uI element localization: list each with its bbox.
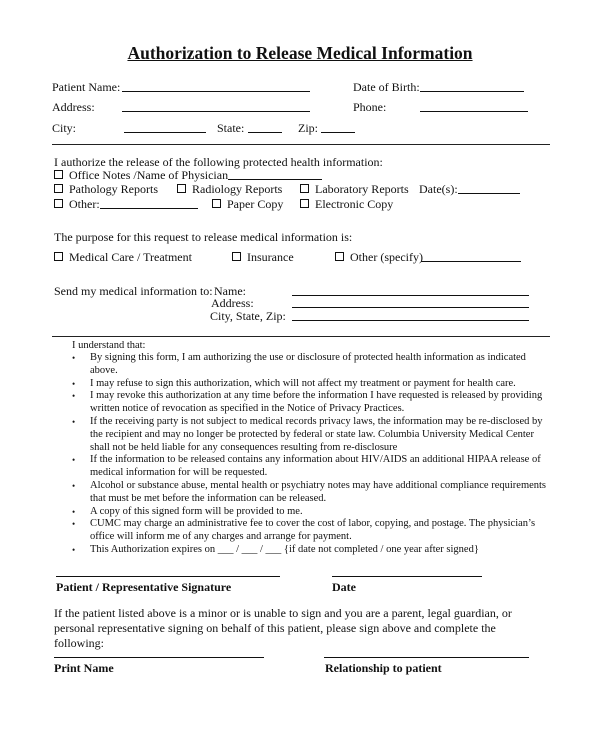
understand-list bbox=[72, 352, 552, 557]
other-label: Other: bbox=[69, 197, 100, 211]
checkbox[interactable] bbox=[212, 199, 221, 208]
list-item: • By signing this form, I am authorizing the use or disclosure of protected health information as indicated above. bbox=[72, 352, 526, 376]
relationship-label: Relationship to patient bbox=[325, 661, 442, 675]
purpose-other-field[interactable] bbox=[421, 261, 521, 262]
laboratory-option[interactable] bbox=[300, 182, 409, 196]
print-name-label: Print Name bbox=[54, 661, 114, 675]
send-intro: Send my medical information to: bbox=[54, 284, 213, 298]
section-divider bbox=[52, 144, 550, 145]
checkbox[interactable] bbox=[177, 184, 186, 193]
list-item: • I may revoke this authorization at any time before the information I have requested is released by providing written notice of revocation as specified in the Notice of Privacy Practices. bbox=[72, 390, 543, 415]
electronic-copy-label: Electronic Copy bbox=[315, 197, 394, 211]
pathology-label: Pathology Reports bbox=[69, 182, 158, 196]
dates-label: Date(s): bbox=[419, 182, 458, 196]
checkbox[interactable] bbox=[54, 199, 63, 208]
send-city-label: City, State, Zip: bbox=[210, 309, 286, 323]
list-item: • This Authorization expires on ___ / ___ / ___ {if date not completed / one year after signed} bbox=[72, 543, 479, 555]
list-item: • I may refuse to sign this authorization, which will not affect my treatment or payment for health care. bbox=[72, 377, 516, 389]
address-label: Address: bbox=[52, 100, 95, 114]
print-name-field[interactable] bbox=[54, 657, 264, 658]
checkbox[interactable] bbox=[300, 184, 309, 193]
office-notes-option[interactable] bbox=[54, 168, 228, 182]
purpose-intro: The purpose for this request to release medical information is: bbox=[54, 230, 353, 244]
paper-copy-label: Paper Copy bbox=[227, 197, 284, 211]
date-label: Date bbox=[332, 580, 356, 594]
list-item: • CUMC may charge an administrative fee to cover the cost of labor, copying, and postage. The physician’s office will inform me of any charges and arrange for payment. bbox=[72, 518, 536, 543]
dob-field[interactable] bbox=[420, 91, 524, 92]
list-item: • If the information to be released contains any information about HIV/AIDS an additional HIPAA release of medical information for will be requested. bbox=[72, 454, 541, 479]
checkbox[interactable] bbox=[54, 252, 63, 261]
checkbox[interactable] bbox=[335, 252, 344, 261]
purpose-other-option[interactable] bbox=[335, 250, 423, 264]
city-field[interactable] bbox=[124, 132, 206, 133]
paper-copy-option[interactable] bbox=[212, 197, 283, 211]
release-intro: I authorize the release of the following protected health information: bbox=[54, 155, 383, 169]
checkbox[interactable] bbox=[232, 252, 241, 261]
radiology-label: Radiology Reports bbox=[192, 182, 283, 196]
relationship-field[interactable] bbox=[324, 657, 529, 658]
signature-field[interactable] bbox=[56, 576, 280, 577]
purpose-other-label: Other (specify) bbox=[350, 250, 423, 264]
electronic-copy-option[interactable] bbox=[300, 197, 393, 211]
medical-care-option[interactable] bbox=[54, 250, 192, 264]
medical-care-label: Medical Care / Treatment bbox=[69, 250, 192, 264]
office-notes-label: Office Notes /Name of Physician bbox=[69, 168, 229, 182]
send-city-field[interactable] bbox=[292, 320, 529, 321]
phone-field[interactable] bbox=[420, 111, 528, 112]
list-item: • If the receiving party is not subject to medical records privacy laws, the information may be re-disclosed by the recipient and may no longer be protected by federal or state law. Columbia University Medical Center shall not be held liable for any consequences resulting from re-disclosure bbox=[72, 415, 543, 453]
other-field[interactable] bbox=[100, 208, 198, 209]
laboratory-label: Laboratory Reports bbox=[315, 182, 409, 196]
date-field[interactable] bbox=[332, 576, 482, 577]
insurance-option[interactable] bbox=[232, 250, 294, 264]
checkbox[interactable] bbox=[300, 199, 309, 208]
state-field[interactable] bbox=[248, 132, 282, 133]
physician-name-field[interactable] bbox=[228, 179, 322, 180]
pathology-option[interactable] bbox=[54, 182, 158, 196]
patient-name-field[interactable] bbox=[122, 91, 310, 92]
list-item: • Alcohol or substance abuse, mental health or psychiatry notes may have additional compliance requirements that must be met before the information can be released. bbox=[72, 479, 547, 504]
dob-label: Date of Birth: bbox=[353, 80, 420, 94]
zip-label: Zip: bbox=[298, 121, 318, 135]
checkbox[interactable] bbox=[54, 170, 63, 179]
zip-field[interactable] bbox=[321, 132, 355, 133]
send-name-field[interactable] bbox=[292, 295, 529, 296]
patient-name-label: Patient Name: bbox=[52, 80, 121, 94]
send-address-field[interactable] bbox=[292, 307, 529, 308]
send-address-label: Address: bbox=[211, 296, 254, 310]
city-label: City: bbox=[52, 121, 77, 135]
radiology-option[interactable] bbox=[177, 182, 282, 196]
send-name-label: Name: bbox=[214, 284, 246, 298]
address-field[interactable] bbox=[122, 111, 310, 112]
other-option[interactable] bbox=[54, 197, 100, 211]
minor-instructions: If the patient listed above is a minor or is unable to sign and you are a parent, legal guardian, or personal representative signing on behalf of this patient, please sign above and complete the following: bbox=[54, 606, 512, 650]
list-item: • A copy of this signed form will be provided to me. bbox=[72, 505, 303, 517]
section-divider bbox=[52, 336, 550, 337]
checkbox[interactable] bbox=[54, 184, 63, 193]
dates-field[interactable] bbox=[458, 193, 520, 194]
insurance-label: Insurance bbox=[247, 250, 294, 264]
page-title: Authorization to Release Medical Information bbox=[127, 43, 473, 63]
understand-heading: I understand that: bbox=[72, 340, 146, 351]
signature-label: Patient / Representative Signature bbox=[56, 580, 232, 594]
phone-label: Phone: bbox=[353, 100, 387, 114]
state-label: State: bbox=[217, 121, 245, 135]
